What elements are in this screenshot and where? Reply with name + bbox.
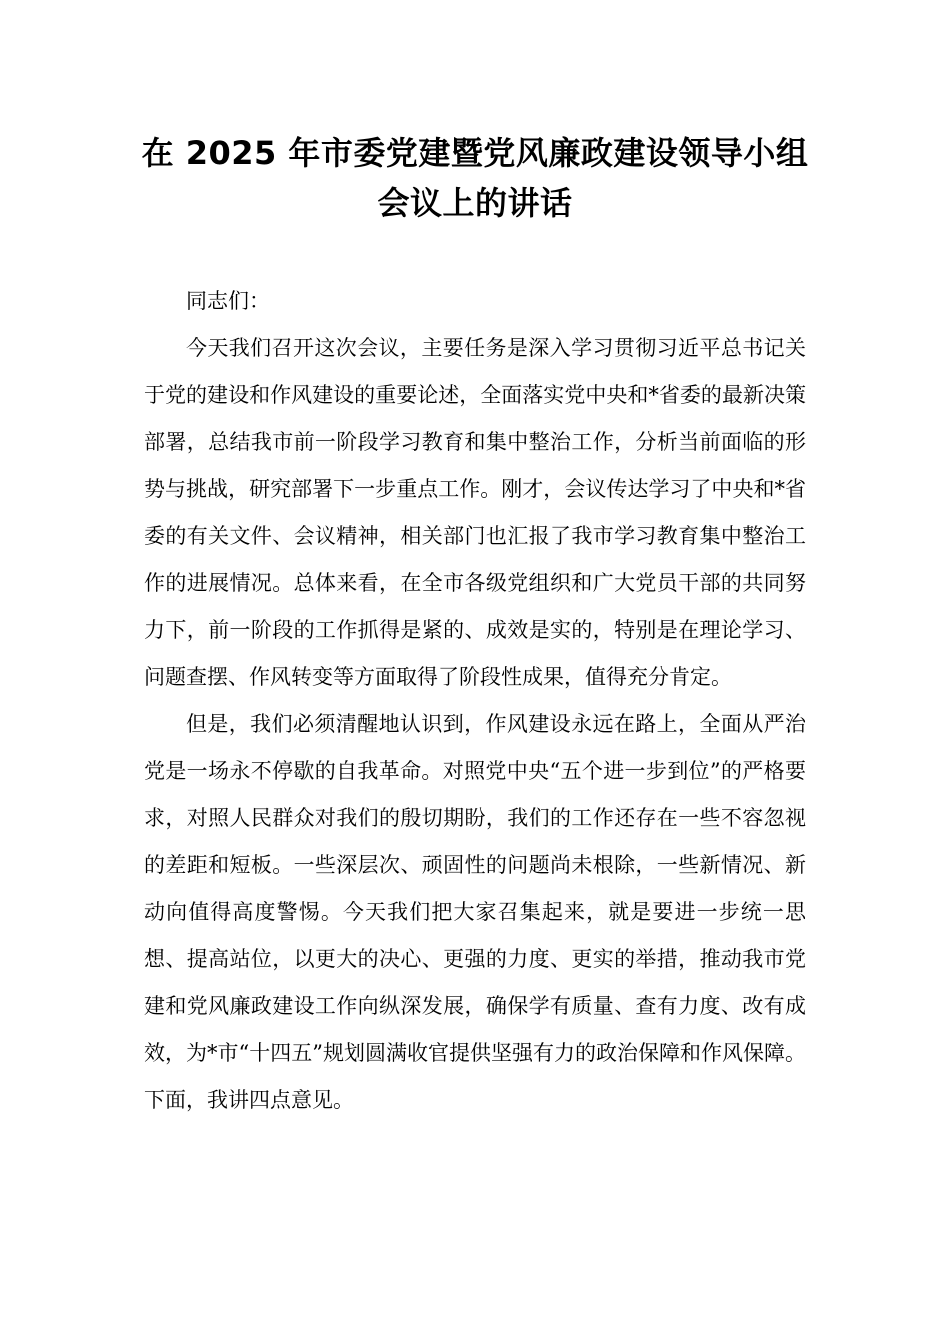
document-body [144,278,806,1124]
salutation: 同志们： [186,289,270,313]
document-title: 在 2025 年市委党建暨党风廉政建设领导小组会议上的讲话 [141,134,809,222]
body-paragraph: 今天我们召开这次会议，主要任务是深入学习贯彻习近平总书记关于党的建设和作风建设的重要论述，全面落实党中央和*省委的最新决策部署，总结我市前一阶段学习教育和集中整治工作，分析当前面临的形势与挑战，研究部署下一步重点工作。刚才，会议传达学习了中央和*省委的有关文件、会议精神，相关部门也汇报了我市学习教育集中整治工作的进展情况。总体来看，在全市各级党组织和广大党员干部的共同努力下，前一阶段的工作抓得是紧的、成效是实的，特别是在理论学习、问题查摆、作风转变等方面取得了阶段性成果，值得充分肯定。 [144,336,806,689]
body-paragraph: 但是，我们必须清醒地认识到，作风建设永远在路上，全面从严治党是一场永不停歇的自我革命。对照党中央“五个进一步到位”的严格要求，对照人民群众对我们的殷切期盼，我们的工作还存在一些不容忽视的差距和短板。一些深层次、顽固性的问题尚未根除，一些新情况、新动向值得高度警惕。今天我们把大家召集起来，就是要进一步统一思想、提高站位，以更大的决心、更强的力度、更实的举措，推动我市党建和党风廉政建设工作向纵深发展，确保学有质量、查有力度、改有成效，为*市“十四五”规划圆满收官提供坚强有力的政治保障和作风保障。下面，我讲四点意见。 [144,712,806,1112]
